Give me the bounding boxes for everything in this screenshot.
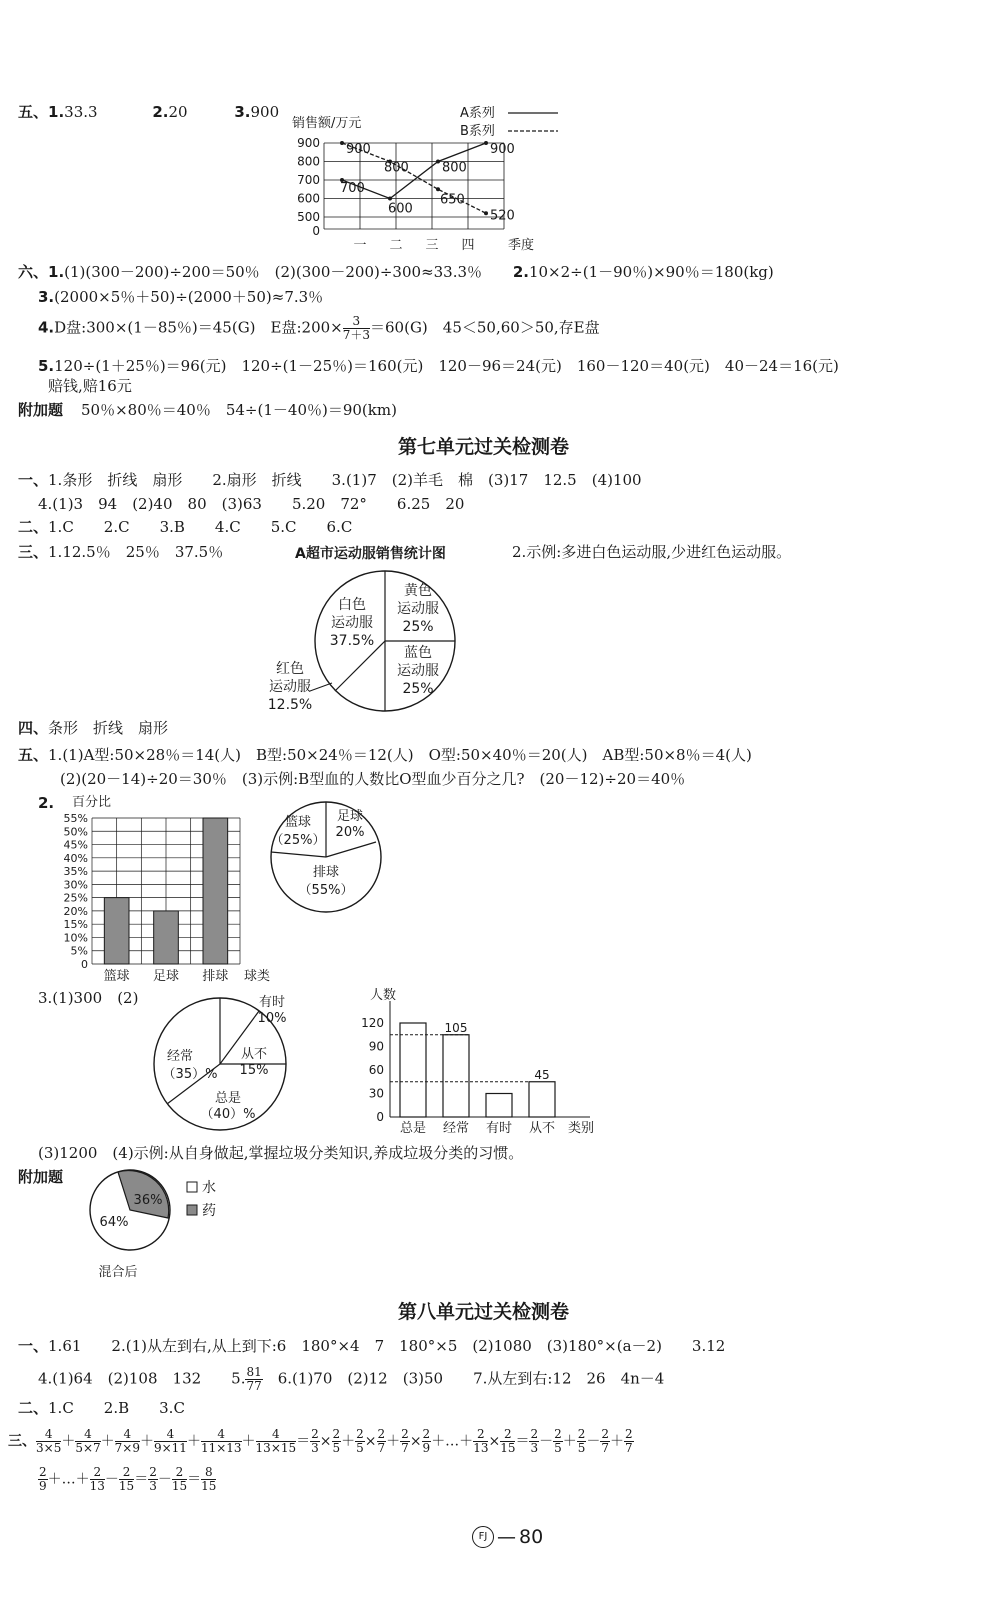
svg-text:白色: 白色 [338,597,366,613]
svg-text:有时: 有时 [258,995,286,1010]
unit7-title: 第七单元过关检测卷 [398,436,570,458]
svg-text:运动服: 运动服 [397,601,439,617]
svg-text:37.5%: 37.5% [329,633,375,649]
data-label: 45 [534,1067,550,1082]
x-tick: 总是 [399,1121,427,1136]
y-tick: 90 [368,1039,384,1054]
fraction: $\frac{4}{13\times 15}$ [255,1427,297,1455]
svg-text:（25%）: （25%） [270,833,326,848]
svg-text:药: 药 [202,1203,216,1219]
x-axis-label: 类别 [568,1121,595,1136]
svg-text:36%: 36% [133,1193,163,1208]
legend-b-label: B系列 [460,124,495,139]
y-tick: 700 [297,173,320,187]
y-tick: 900 [297,136,320,150]
y-tick: 25% [63,891,88,905]
u8-row2: 4.(1)64 (2)108 132 5. $\frac{81}{77}$ 6.(1)70 (2)12 (3)50 7.从左到右:12 26 4n－4 [38,1365,665,1393]
x-tick: 三 [425,238,439,253]
x-tick: 足球 [152,969,180,984]
fraction: $\frac{2}{15}$ [500,1427,516,1455]
x-axis-label: 季度 [508,238,535,253]
svg-text:（40）%: （40）% [200,1107,256,1122]
svg-text:黄色: 黄色 [404,583,432,599]
svg-text:篮球: 篮球 [284,815,312,830]
svg-text:足球: 足球 [336,809,364,824]
s6-line4: 4.D盘:300×(1－85％)＝45(G) E盘:200× $\frac{3}{7+3}$ ＝60(G) 45＜50,60＞50,存E盘 [38,314,600,342]
x-tick: 一 [353,238,367,253]
fraction: $\frac{2}{7}$ [377,1427,386,1455]
svg-text:混合后: 混合后 [98,1265,138,1280]
fraction: $\frac{2}{7}$ [601,1427,610,1455]
data-point [436,160,440,164]
data-label: 900 [490,142,515,157]
y-tick: 500 [297,210,320,224]
habit-bar-chart [360,985,620,1135]
fraction: $\frac{2}{5}$ [577,1427,586,1455]
fraction: $\frac{2}{13}$ [473,1427,489,1455]
u7-row4b: 2.示例:多进白色运动服,少进红色运动服。 [512,543,792,561]
s6-line3: 3.(2000×5％＋50)÷(2000＋50)≈7.3％ [38,288,324,306]
data-label: 800 [384,160,409,176]
x-tick: 从不 [528,1121,556,1136]
y-tick: 0 [376,1110,384,1124]
s6-line5b: 赔钱,赔16元 [48,377,132,395]
u7-row7: (2)(20－14)÷20＝30％ (3)示例:B型血的人数比O型血少百分之几? (20－12)÷20＝40％ [60,770,686,788]
y-tick: 40% [63,851,88,865]
s6-line1: 六、1.(1)(300－200)÷200＝50％ (2)(300－200)÷300≈33.3％ 2.10×2÷(1－90％)×90％＝180(kg) [18,263,774,281]
u7-row9: 3.(1)300 (2) [38,989,139,1007]
page-number: 80 [519,1526,544,1548]
fraction: $\frac{3}{7+3}$ [342,314,371,342]
u7-row8: 2. [38,794,55,812]
u7-row1: 一、1.条形 折线 扇形 2.扇形 折线 3.(1)7 (2)羊毛 棉 (3)17 12.5 (4)100 [18,471,642,489]
ball-bar-chart [40,788,270,988]
x-tick: 四 [461,238,475,253]
svg-text:运动服: 运动服 [397,663,439,679]
y-tick: 800 [297,154,320,169]
fraction: $\frac{4}{11\times 13}$ [200,1427,242,1455]
legend-a-label: A系列 [460,106,495,121]
data-point [484,141,488,145]
data-label: 520 [490,208,515,224]
svg-text:水: 水 [202,1180,216,1196]
fraction: $\frac{4}{9\times 11}$ [153,1427,187,1455]
fraction: $\frac{2}{3}$ [530,1427,539,1455]
data-point [340,141,344,145]
s5-line: 五、1.33.3 2.20 3.900 [18,103,280,121]
x-tick: 二 [389,238,403,253]
line-chart-ylabel: 销售额/万元 [292,116,362,131]
fraction: $\frac{2}{15}$ [118,1465,135,1493]
data-point [436,187,440,191]
svg-text:15%: 15% [239,1063,269,1078]
u8-row5: $\frac{2}{9}$ ＋…＋ $\frac{2}{13}$ － $\frac{2}{15}$ ＝ $\frac{2}{3}$ － $\frac{2}{15}$ ＝ $\frac{8}{15}$ [39,1465,217,1493]
s5-heading: 五、 [18,103,49,121]
fraction: $\frac{2}{5}$ [332,1427,341,1455]
line-chart-marks [340,141,515,223]
svg-text:运动服: 运动服 [331,615,373,631]
data-label: 800 [442,160,467,176]
y-tick: 30% [63,878,88,892]
y-tick: 0 [81,958,88,971]
svg-text:总是: 总是 [214,1091,242,1106]
sportswear-pie [260,565,470,715]
sales-line-chart [290,105,570,265]
svg-text:25%: 25% [402,681,434,697]
bar [104,898,129,964]
u7-row2: 4.(1)3 94 (2)40 80 (3)63 5.20 72° 6.25 20 [38,495,465,513]
fraction: $\frac{2}{7}$ [401,1427,409,1455]
u7-row3: 二、1.C 2.C 3.B 4.C 5.C 6.C [18,518,353,536]
data-label: 650 [440,192,465,208]
y-tick: 0 [312,224,320,238]
y-tick: 60 [368,1063,384,1077]
fraction: $\frac{4}{7\times 9}$ [114,1427,140,1455]
svg-text:排球: 排球 [312,865,340,880]
y-tick: 20% [63,904,88,918]
y-tick: 5% [70,944,88,958]
pie1-title: A超市运动服销售统计图 [295,546,446,562]
fraction: $\frac{2}{7}$ [625,1427,633,1455]
x-axis-label: 球类 [244,969,271,984]
fraction: $\frac{2}{15}$ [171,1465,188,1493]
fj-mark-icon: FJ [472,1526,494,1548]
svg-text:12.5%: 12.5% [267,697,313,713]
fraction: $\frac{8}{15}$ [201,1465,217,1493]
data-label: 105 [444,1020,468,1035]
mix-pie-chart [88,1168,248,1278]
x-tick: 有时 [485,1121,513,1136]
data-point [388,197,392,201]
u7-extra: 附加题 [18,1168,64,1186]
fraction: $\frac{2}{9}$ [422,1427,431,1455]
bar [154,911,179,964]
fraction: $\frac{2}{9}$ [39,1465,47,1493]
svg-text:从不: 从不 [240,1047,268,1062]
svg-text:25%: 25% [402,619,434,635]
x-tick: 经常 [442,1121,470,1136]
unit8-title: 第八单元过关检测卷 [398,1301,570,1323]
x-tick: 排球 [202,969,229,984]
y-tick: 120 [361,1016,384,1030]
svg-text:（35）%: （35）% [162,1067,218,1082]
u7-row4: 三、1.12.5％ 25％ 37.5％ [18,543,224,561]
svg-text:经常: 经常 [166,1049,194,1064]
fraction: $\frac{2}{3}$ [149,1465,157,1493]
bar [529,1082,555,1117]
bar [443,1035,469,1117]
y-tick: 15% [63,918,88,932]
fraction: $\frac{2}{13}$ [89,1465,105,1493]
fraction: $\frac{2}{5}$ [554,1427,562,1455]
y-tick: 45% [63,838,88,852]
ball-pie-chart [262,800,392,916]
data-point [484,211,488,215]
y-tick: 55% [63,812,88,825]
svg-text:10%: 10% [257,1011,287,1026]
svg-text:人数: 人数 [370,988,397,1003]
y-tick: 35% [63,865,88,879]
data-label: 700 [340,181,365,196]
bar [486,1094,512,1118]
fraction: $\frac{2}{5}$ [356,1427,364,1455]
svg-text:64%: 64% [99,1215,129,1230]
u8-row1: 一、1.61 2.(1)从左到右,从上到下:6 180°×4 7 180°×5 (2)1080 (3)180°×(a－2) 3.12 [18,1337,726,1355]
habit-pie-chart [150,995,290,1134]
data-label: 600 [388,201,413,217]
svg-text:20%: 20% [335,825,365,840]
x-tick: 篮球 [103,969,130,984]
bar [400,1023,426,1117]
fraction: $\frac{4}{3\times 5}$ [36,1427,62,1455]
svg-text:（55%）: （55%） [298,883,354,898]
y-tick: 10% [63,931,88,945]
page-footer: FJ — 80 [472,1526,543,1548]
svg-text:红色: 红色 [276,661,304,677]
u7-row10: (3)1200 (4)示例:从自身做起,掌握垃圾分类知识,养成垃圾分类的习惯。 [38,1144,524,1162]
y-tick: 30 [368,1086,384,1101]
s6-line5: 5.120÷(1＋25％)＝96(元) 120÷(1－25％)＝160(元) 120－96＝24(元) 160－120＝40(元) 40－24＝16(元) [38,357,839,375]
svg-text:百分比: 百分比 [72,795,112,810]
u7-row5: 四、条形 折线 扇形 [18,719,169,737]
bar [203,818,228,964]
y-tick: 600 [297,191,320,206]
u7-row6: 五、1.(1)A型:50×28％＝14(人) B型:50×24％＝12(人) O型:50×40％＝20(人) AB型:50×8％＝4(人) [18,746,752,764]
y-tick: 50% [63,825,88,839]
s6-extra: 附加题 50％×80％＝40％ 54÷(1－40％)＝90(km) [18,401,397,419]
svg-text:运动服: 运动服 [269,679,311,695]
u8-row3: 二、1.C 2.B 3.C [18,1399,185,1417]
data-label: 900 [346,142,371,157]
fraction: $\frac{4}{5\times 7}$ [75,1427,101,1455]
fraction: $\frac{2}{3}$ [311,1427,319,1455]
u8-row4: 三、 $\frac{4}{3\times 5}$ ＋ $\frac{4}{5\times 7}$ ＋ $\frac{4}{7\times 9}$ ＋ $\frac{4}{9\times 11}$ ＋ $\frac{4}{11\times 13}$ ＋ $\frac{4}{13\times 15}$ ＝ $\frac{2}{3}$ × $\frac{2}{5}$ ＋ $\frac{2}{5}$ × $\frac{2}{7}$ ＋ $\frac{2}{7}$ × $\frac{2}{9}$ ＋…＋ $\frac{2}{13}$ × $\frac{2}{15}$ ＝ $\frac{2}{3}$ － $\frac{2}{5}$ ＋ $\frac{2}{5}$ － $\frac{2}{7}$ ＋ $\frac{2}{7}$ [8,1427,633,1455]
svg-text:蓝色: 蓝色 [404,645,432,661]
